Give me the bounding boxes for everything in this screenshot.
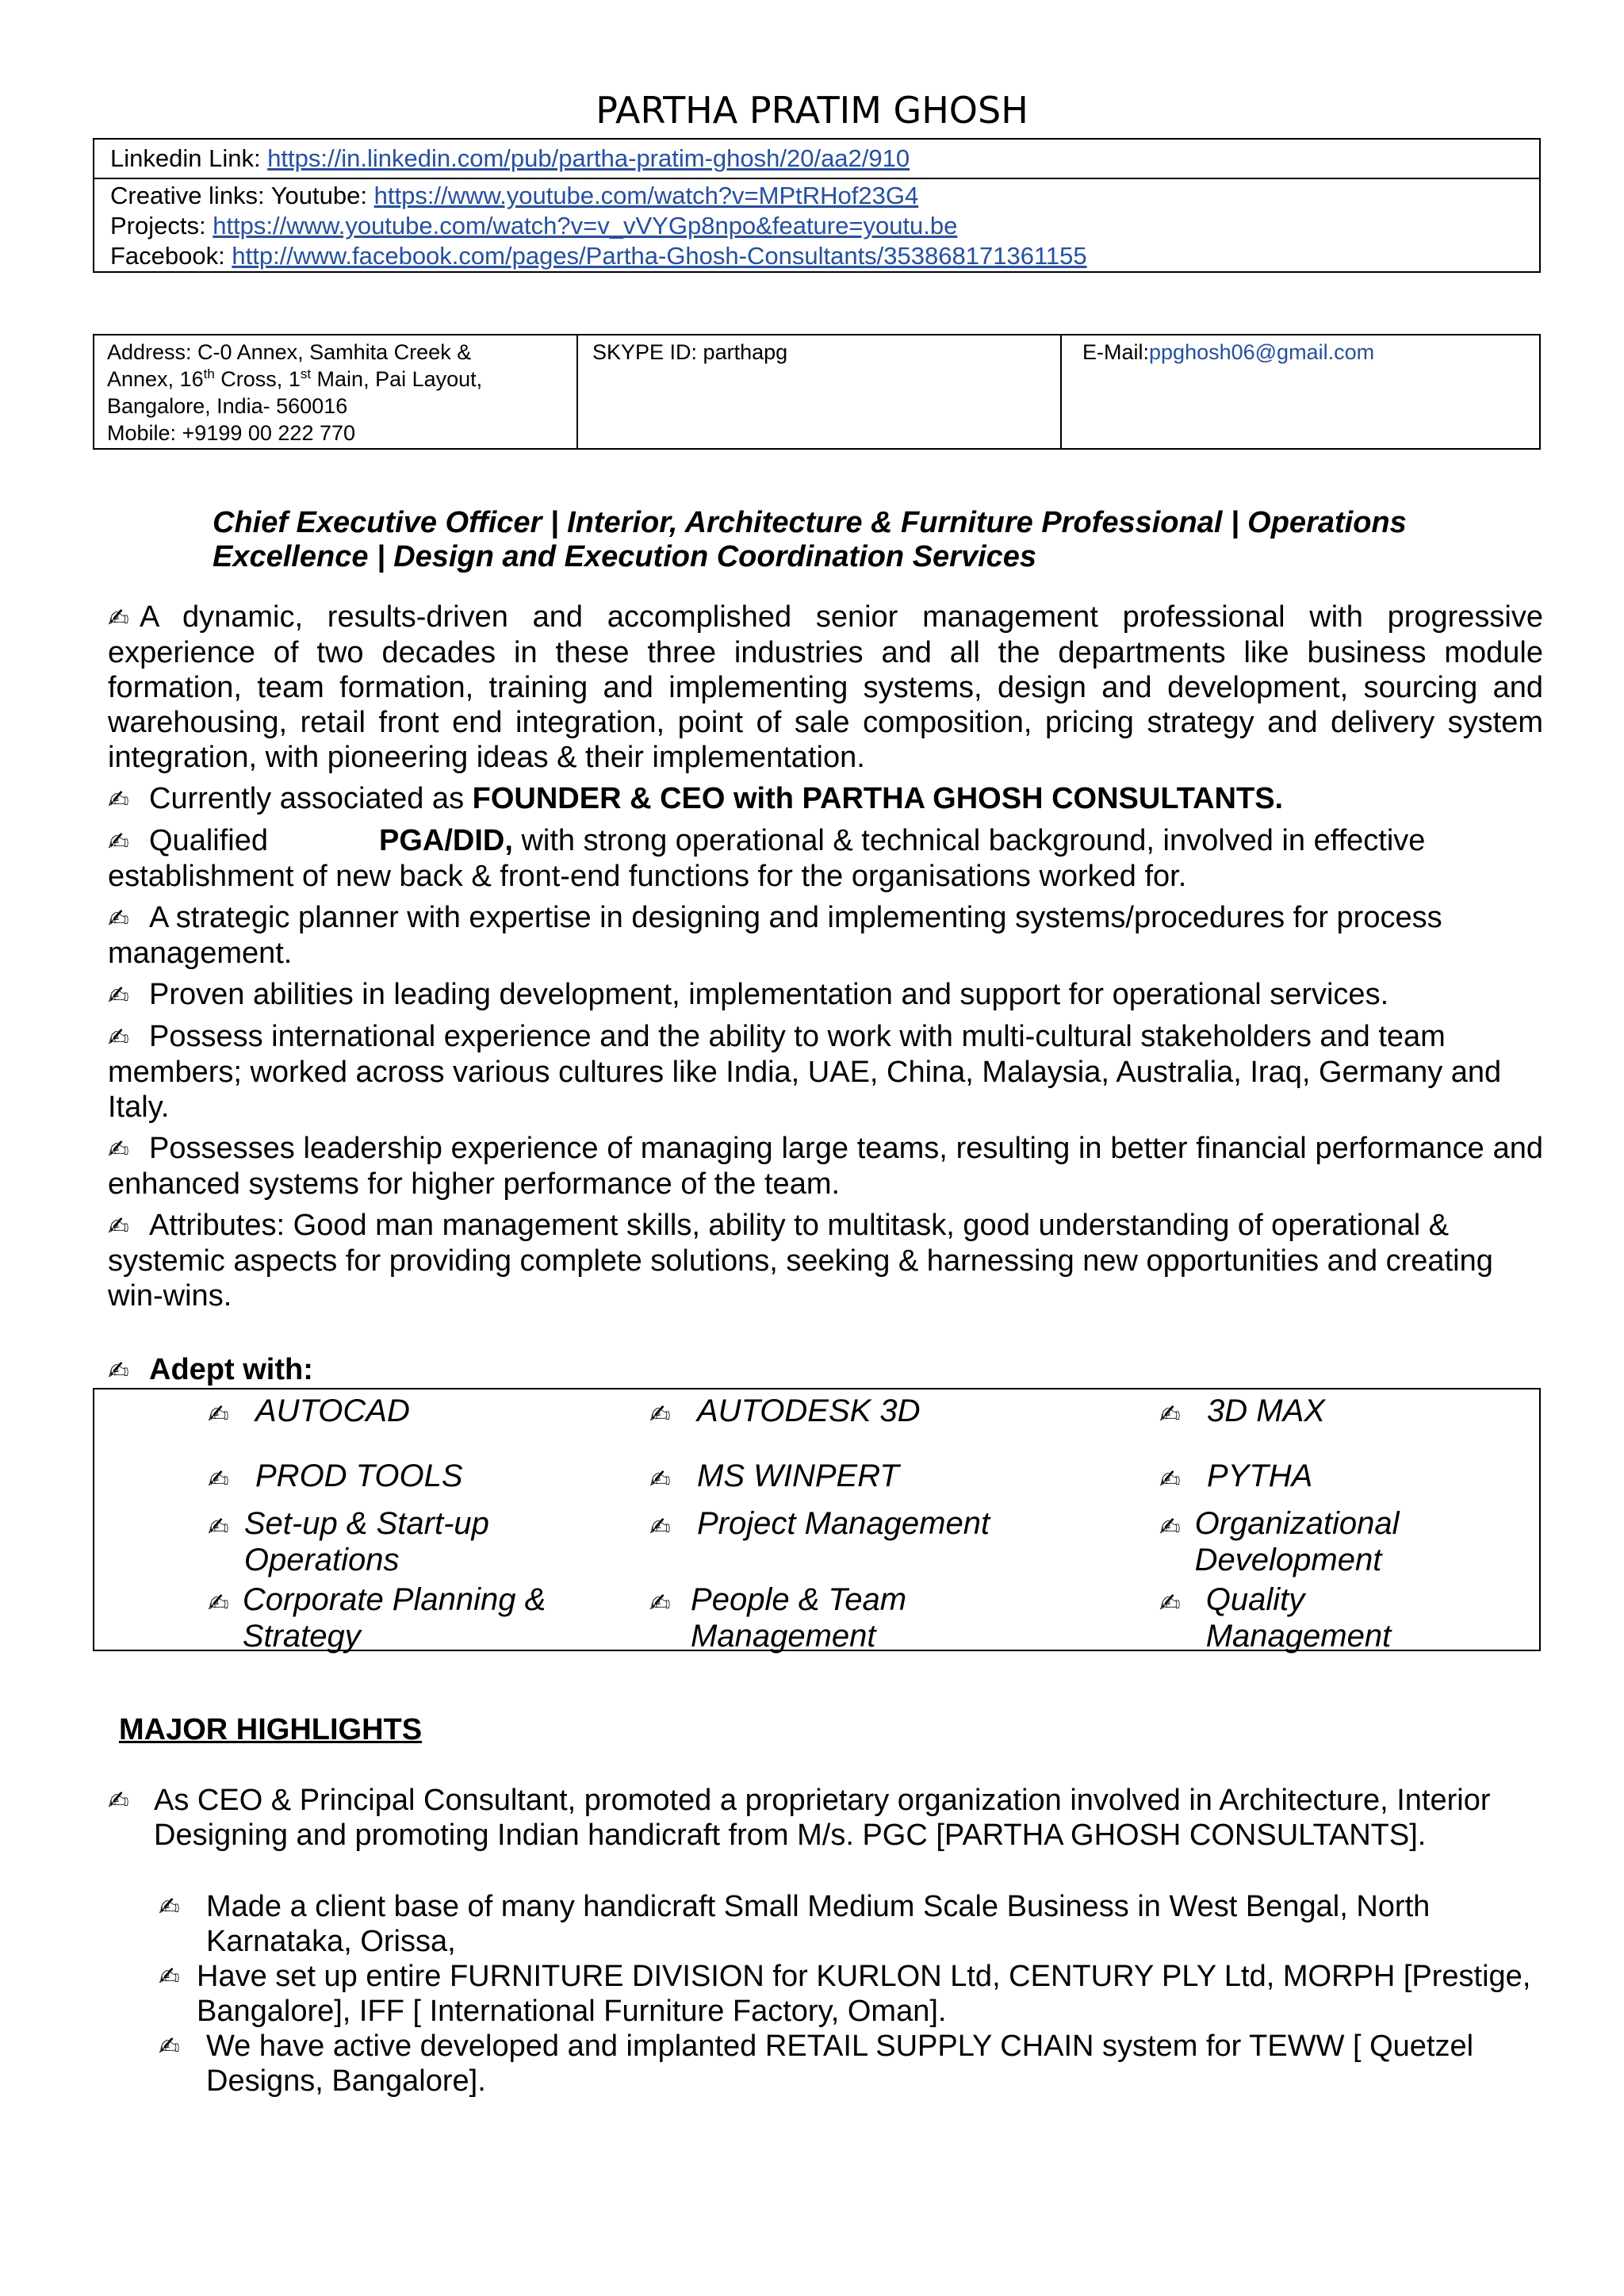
pen-icon: ✍ <box>1159 1399 1181 1429</box>
skill-item: ✍ AUTOCAD <box>208 1393 557 1432</box>
summary-item: ✍ Qualified PGA/DID, with strong operational & technical background, involved in effective establishment of new back & front-end functions for the organisations worked for. <box>108 824 1426 893</box>
skill-item: ✍ 3D MAX <box>1159 1393 1492 1432</box>
linkedin-label: Linkedin Link: <box>110 144 268 172</box>
highlight-item: ✍ As CEO & Principal Consultant, promoted a proprietary organization involved in Architecture, Interior Designing and promoting Indian handicraft from M/s. PGC [PARTHA GHOSH CONSULTANTS]. <box>108 1784 1491 1852</box>
pen-icon: ✍ <box>208 1399 229 1429</box>
skill-item: ✍ AUTODESK 3D <box>649 1393 1046 1432</box>
linkedin-link[interactable]: https://in.linkedin.com/pub/partha-pratim-ghosh/20/aa2/910 <box>267 144 910 172</box>
pen-icon: ✍ <box>159 2031 180 2061</box>
adept-heading: ✍ Adept with: <box>108 1353 313 1386</box>
skill-item: ✍ Project Management <box>649 1505 1046 1545</box>
skype-cell <box>578 335 1062 448</box>
pen-icon: ✍ <box>208 1464 229 1494</box>
address-line-2: Annex, 16th Cross, 1st Main, Pai Layout, <box>107 366 483 391</box>
email-label: E-Mail: <box>1082 340 1150 364</box>
pen-icon: ✍ <box>208 1512 229 1542</box>
pen-icon: ✍ <box>108 1211 129 1241</box>
pen-icon: ✍ <box>108 1355 129 1386</box>
pen-icon: ✍ <box>108 1785 129 1815</box>
facebook-link[interactable]: http://www.facebook.com/pages/Partha-Ghosh-Consultants/353868171361155 <box>232 242 1087 270</box>
pen-icon: ✍ <box>649 1588 671 1618</box>
pen-icon: ✍ <box>108 603 129 633</box>
skill-item: ✍ PYTHA <box>1159 1458 1492 1497</box>
projects-row <box>110 211 1539 241</box>
professional-headline <box>213 506 1529 574</box>
skill-item: ✍ PROD TOOLS <box>208 1458 557 1497</box>
media-links <box>94 179 1539 271</box>
email-cell <box>1062 335 1539 448</box>
resume-name: PARTHA PRATIM GHOSH <box>596 89 1028 132</box>
pen-icon: ✍ <box>649 1464 671 1494</box>
skill-item: ✍ Quality Management <box>1159 1582 1392 1654</box>
pen-icon: ✍ <box>1159 1464 1181 1494</box>
address-cell <box>94 335 578 448</box>
highlight-subitem: ✍ Have set up entire FURNITURE DIVISION for KURLON Ltd, CENTURY PLY Ltd, MORPH [Prestige, Bangalore], IFF [ International Furniture Factory, Oman]. <box>159 1960 1531 2028</box>
pen-icon: ✍ <box>1159 1588 1181 1618</box>
mobile-number: Mobile: +9199 00 222 770 <box>107 421 356 445</box>
facebook-label: Facebook: <box>110 242 232 270</box>
summary-item: ✍ Attributes: Good man management skills, ability to multitask, good understanding of operational & systemic aspects for providing complete solutions, seeking & harnessing new opportunities and creating win-wins. <box>108 1209 1493 1313</box>
linkedin-row <box>94 140 1539 179</box>
projects-label: Projects: <box>110 212 213 240</box>
headline-line-1: Chief Executive Officer | Interior, Architecture & Furniture Professional | Operations <box>213 506 1407 539</box>
summary-item: ✍ Proven abilities in leading development, implementation and support for operational services. <box>108 978 1389 1011</box>
pen-icon: ✍ <box>108 826 129 857</box>
summary-item: ✍ A strategic planner with expertise in designing and implementing systems/procedures for process management. <box>108 901 1442 970</box>
pen-icon: ✍ <box>1159 1512 1181 1542</box>
links-box <box>93 138 1541 273</box>
pen-icon: ✍ <box>159 1961 180 1991</box>
skills-table <box>93 1388 1541 1654</box>
projects-link[interactable]: https://www.youtube.com/watch?v=v_vVYGp8npo&feature=youtu.be <box>213 212 958 240</box>
summary-item: ✍ Possess international experience and the ability to work with multi-cultural stakeholders and team members; worked across various cultures like India, UAE, China, Malaysia, Australia, Iraq, Germany and Italy. <box>108 1020 1502 1124</box>
pen-icon: ✍ <box>108 903 129 933</box>
contact-box <box>93 334 1541 450</box>
skill-item: ✍ MS WINPERT <box>649 1458 1046 1497</box>
creative-label: Creative links: Youtube: <box>110 182 374 209</box>
pen-icon: ✍ <box>108 784 129 815</box>
pen-icon: ✍ <box>108 980 129 1010</box>
summary-item: ✍ Possesses leadership experience of managing large teams, resulting in better financial performance and enhanced systems for higher performance of the team. <box>108 1132 1543 1201</box>
headline-line-2: Excellence | Design and Execution Coordination Services <box>213 540 1037 573</box>
pen-icon: ✍ <box>159 1892 180 1922</box>
skype-id: SKYPE ID: parthapg <box>592 340 788 364</box>
address-line-1: Address: C-0 Annex, Samhita Creek & <box>107 340 472 364</box>
summary-item: ✍ A dynamic, results-driven and accomplished senior management professional with progressive experience of two decades in these three industries and all the departments like business module formation, team formation, training and implementing systems, design and development, sourcing and warehousing, retail front end integration, point of sale composition, pricing strategy and delivery system integration, with pioneering ideas & their implementation. <box>108 600 1543 774</box>
creative-row <box>110 181 1539 211</box>
summary-list <box>108 600 1543 1320</box>
address-line-3: Bangalore, India- 560016 <box>107 394 348 418</box>
highlight-subitem: ✍ We have active developed and implanted RETAIL SUPPLY CHAIN system for TEWW [ Quetzel Designs, Bangalore]. <box>159 2030 1474 2098</box>
summary-item: ✍ Currently associated as FOUNDER & CEO with PARTHA GHOSH CONSULTANTS. <box>108 782 1284 815</box>
pen-icon: ✍ <box>649 1399 671 1429</box>
major-highlights-heading: MAJOR HIGHLIGHTS <box>119 1713 423 1746</box>
skill-item: ✍ Set-up & Start-up Operations <box>208 1506 489 1577</box>
pen-icon: ✍ <box>108 1022 129 1052</box>
email-link[interactable]: ppghosh06@gmail.com <box>1149 340 1375 364</box>
skill-item: ✍ Corporate Planning & Strategy <box>208 1582 546 1654</box>
pen-icon: ✍ <box>208 1588 229 1618</box>
facebook-row <box>110 241 1539 271</box>
youtube-link[interactable]: https://www.youtube.com/watch?v=MPtRHof23G4 <box>373 182 919 209</box>
pen-icon: ✍ <box>108 1134 129 1164</box>
highlight-subitem: ✍ Made a client base of many handicraft Small Medium Scale Business in West Bengal, North Karnataka, Orissa, <box>159 1890 1431 1958</box>
pen-icon: ✍ <box>649 1512 671 1542</box>
skill-item: ✍ Organizational Development <box>1159 1506 1400 1577</box>
skill-item: ✍ People & Team Management <box>649 1582 907 1654</box>
